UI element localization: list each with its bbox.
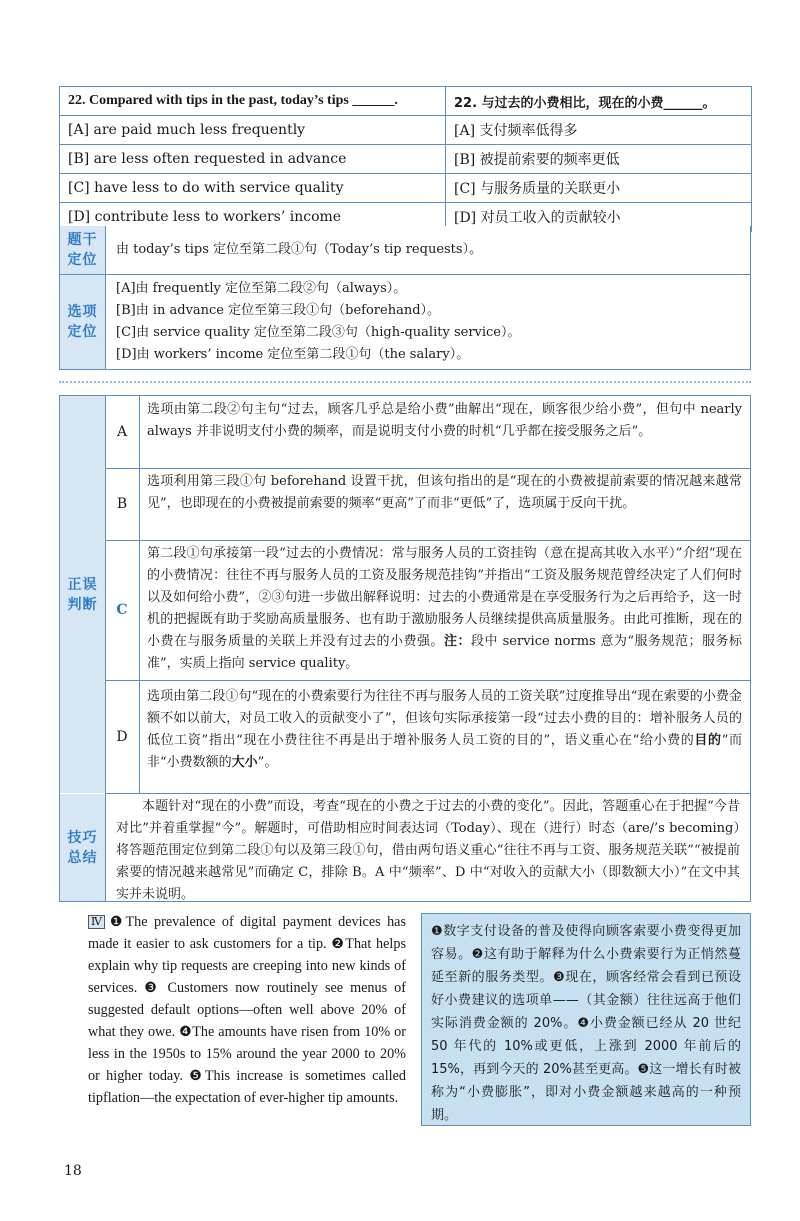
- option-locate-line: [A]由 frequently 定位至第二段②句（always）。: [116, 281, 407, 296]
- analysis-panel: [59, 395, 751, 902]
- option-cn: [D] 对员工收入的贡献较小: [446, 203, 752, 232]
- option-en: [B] are less often requested in advance: [60, 145, 446, 174]
- page-number: 18: [64, 1163, 82, 1179]
- judgement-text-part: ”而非“小费数额的: [147, 733, 742, 770]
- judgement-letter: D: [105, 680, 140, 793]
- option-cn: [B] 被提前索要的频率更低: [446, 145, 752, 174]
- question-header-en: 22. Compared with tips in the past, today’s tips ______.: [60, 87, 446, 116]
- judgement-text-part: 选项由第二段①句“现在的小费索要行为往往不再与服务人员的工资关联”过度推导出“现在索要的小费金额不如以前大，对员工收入的贡献变小了”，但该句实际承接第一段“过去小费的目的：增补服务人员的低位工资”指出“现在小费往往不再是出于增补服务人员工资的目的”，语义重心在“给小费的: [147, 689, 742, 748]
- judgement-letter-correct: C: [105, 540, 140, 680]
- option-locate-line: [B]由 in advance 定位至第三段①句（beforehand）。: [116, 303, 441, 318]
- dotted-divider: [59, 381, 751, 383]
- note-label: 注：: [443, 634, 471, 649]
- judgement-row-d: [105, 680, 750, 793]
- emphasis-purpose: 目的: [694, 733, 722, 748]
- question-header-row: [60, 87, 752, 116]
- judgement-row-a: [105, 396, 750, 469]
- option-locate-line: [D]由 workers’ income 定位至第二段①句（the salary）。: [116, 347, 470, 362]
- option-en: [D] contribute less to workers’ income: [60, 203, 446, 232]
- tip-label: 技巧总结: [67, 829, 98, 866]
- option-cn: [C] 与服务质量的关联更小: [446, 174, 752, 203]
- option-locate-line: [C]由 service quality 定位至第二段③句（high-quality service）。: [116, 325, 521, 340]
- judgement-text: 选项利用第三段①句 beforehand 设置干扰，但该句指出的是“现在的小费被提前索要的情况越来越常见”，也即现在的小费被提前索要的频率“更高”了而非“更低”了，选项属于反向干扰。: [147, 474, 742, 511]
- passage-paragraph: [88, 911, 406, 1109]
- option-locate-label: 选项定位: [67, 304, 98, 340]
- option-row: [60, 174, 752, 203]
- stem-locate-label: 题干定位: [67, 232, 98, 268]
- option-en: [A] are paid much less frequently: [60, 116, 446, 145]
- option-en: [C] have less to do with service quality: [60, 174, 446, 203]
- judgement-letter: A: [105, 396, 140, 468]
- translation-box: [421, 913, 751, 1126]
- tip-label-box: [60, 794, 106, 901]
- question-table: [59, 86, 752, 232]
- option-row: [60, 116, 752, 145]
- stem-locate-panel: [59, 226, 751, 275]
- judgement-text: 选项由第二段②句主句“过去，顾客几乎总是给小费”曲解出“现在，顾客很少给小费”，但句中 nearly always 并非说明支付小费的频率，而是说明支付小费的时机“几乎都在接受服务之后”。: [147, 402, 742, 439]
- translation-text: ❶数字支付设备的普及使得向顾客索要小费变得更加容易。❷这有助于解释为什么小费索要行为正悄然蔓延至新的服务类型。❸现在，顾客经常会看到已预设好小费建议的选项单——（其金额）往往远高于他们实际消费金额的 20%。❹小费金额已经从 20 世纪 50 年代的 10%或更低，上涨到 2000 年前后的 15%，再到今天的 20%甚至更高。❺这一增长有时被称为“小费膨胀”，即对小费金额越来越高的一种预期。: [431, 924, 741, 1123]
- note-text: 段中 service norms 意为“服务规范；服务标准”，实质上指向 service quality。: [147, 634, 742, 671]
- question-header-cn: 22. 与过去的小费相比，现在的小费______。: [446, 87, 752, 116]
- judgement-letter: B: [105, 468, 140, 540]
- option-locate-lines: [116, 278, 742, 366]
- emphasis-size: 大小: [231, 755, 258, 770]
- judgement-label: 正误判断: [67, 576, 98, 613]
- option-locate-panel: [59, 274, 751, 370]
- option-locate-label-box: [60, 275, 106, 369]
- passage-text: ❶The prevalence of digital payment devices has made it easier to ask customers for a tip. ❷That helps explain why tip requests are creeping into new kinds of services. ❸ Customers now routinely see menus of suggested default options—often well above 20% of what they owe. ❹The amounts have risen from 10% or less in the 1950s to 15% around the year 2000 to 20% or higher today. ❺This increase is sometimes called tipflation—the expectation of ever-higher tip amounts.: [88, 914, 406, 1106]
- option-row: [60, 145, 752, 174]
- judgement-text-main: 第二段①句承接第一段“过去的小费情况：常与服务人员的工资挂钩（意在提高其收入水平）”介绍“现在的小费情况：往往不再与服务人员的工资及服务规范挂钩”并指出“工资及服务规范曾经决定了人们何时以及如何给小费”，②③句进一步做出解释说明：过去的小费通常是在享受服务行为之后再给予，这一时机的把握既有助于奖励高质量服务、也有助于激励服务人员继续提供高质量服务。由此可推断，现在的小费在与服务质量的关联上并没有过去的小费强。: [147, 546, 742, 649]
- judgement-text: [147, 686, 742, 774]
- paragraph-number-badge: Ⅳ: [88, 915, 105, 929]
- stem-locate-label-box: [60, 226, 106, 274]
- option-cn: [A] 支付频率低得多: [446, 116, 752, 145]
- judgement-row-c: [105, 540, 750, 681]
- stem-locate-text: 由 today’s tips 定位至第二段①句（Today’s tip requests）。: [116, 242, 483, 257]
- judgement-row-b: [105, 468, 750, 541]
- judgement-text: [147, 543, 742, 675]
- tip-section: [67, 793, 750, 902]
- judgement-label-box: [60, 396, 106, 793]
- judgement-text-part: ”。: [257, 755, 278, 770]
- tip-text: 本题针对“现在的小费”而设，考查“现在的小费之于过去的小费的变化”。因此，答题重心在于把握“今昔对比”并着重掌握“今”。解题时，可借助相应时间表达词（Today）、现在（进行）时态（are/’s becoming）将答题范围定位到第二段①句以及第三段①句，借由两句语义重心“往往不再与工资、服务规范关联”“被提前索要的情况越来越常见”而确定 C，排除 B。A 中“频率”、D 中“对收入的贡献大小（即数额大小）”在文中其实并未说明。: [116, 799, 740, 902]
